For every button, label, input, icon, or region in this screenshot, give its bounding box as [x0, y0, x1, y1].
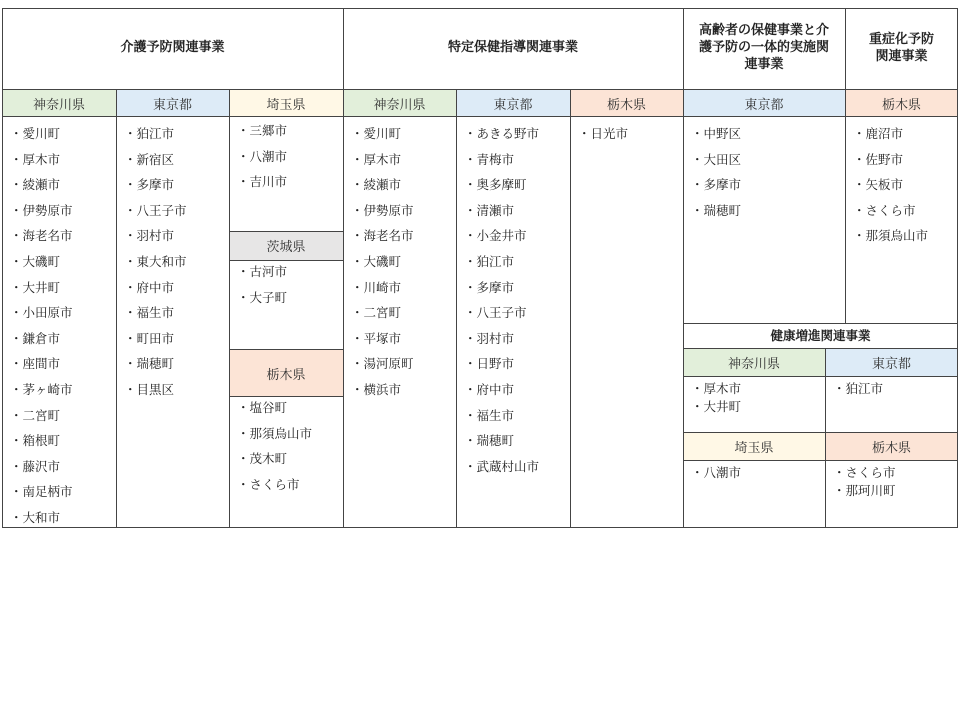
- kenko-tokyo-header: 東京都: [825, 348, 958, 376]
- list-item: ・ 町田市: [124, 326, 187, 352]
- header-koureisha-line: 高齢者の保健事業と介: [698, 23, 829, 39]
- list-item: ・ さくら市: [853, 198, 928, 224]
- list-item: ・ 綾瀬市: [10, 172, 73, 198]
- kenko-kanagawa-list: [691, 380, 741, 416]
- list-item: ・ 瑞穂町: [124, 351, 187, 377]
- list-item: ・ 大子町: [237, 285, 287, 311]
- list-item: ・ 清瀬市: [464, 198, 539, 224]
- list-item: ・ 大井町: [691, 398, 741, 416]
- list-item: ・ 大和市: [10, 505, 73, 531]
- list-item: ・ 瑞穂町: [464, 428, 539, 454]
- list-item: ・ 二宮町: [351, 300, 414, 326]
- list-item: ・ 箱根町: [10, 428, 73, 454]
- list-item: ・ 厚木市: [351, 147, 414, 173]
- list-item: ・ 日野市: [464, 351, 539, 377]
- list-item: ・ 八王子市: [124, 198, 187, 224]
- list-item: ・ 中野区: [691, 121, 741, 147]
- kaigo-tokyo-list: [124, 121, 187, 403]
- list-item: ・ 吉川市: [237, 169, 287, 195]
- list-item: ・ 大田区: [691, 147, 741, 173]
- list-item: ・ 狛江市: [464, 249, 539, 275]
- list-item: ・ 八潮市: [237, 144, 287, 170]
- list-item: ・ 川崎市: [351, 275, 414, 301]
- kaigo-tochigi-header: 栃木県: [229, 350, 343, 396]
- tokutei-kanagawa-header: 神奈川県: [343, 90, 456, 116]
- koureisha-tokyo-list: [691, 121, 741, 223]
- list-item: ・ 座間市: [10, 351, 73, 377]
- list-item: ・ 伊勢原市: [10, 198, 73, 224]
- list-item: ・ 那珂川町: [833, 482, 896, 500]
- list-item: ・ あきる野市: [464, 121, 539, 147]
- list-item: ・ 平塚市: [351, 326, 414, 352]
- tokutei-tokyo-header: 東京都: [456, 90, 570, 116]
- tokutei-tochigi-header: 栃木県: [570, 90, 683, 116]
- header-kaigo: [2, 8, 343, 89]
- list-item: ・ 狛江市: [124, 121, 187, 147]
- header-tokutei-text: 特定保健指導関連事業: [447, 40, 578, 56]
- list-item: ・ 東大和市: [124, 249, 187, 275]
- list-item: ・ 大磯町: [10, 249, 73, 275]
- list-item: ・ 福生市: [464, 403, 539, 429]
- list-item: ・ 茂木町: [237, 446, 312, 472]
- header-jushoka-line: 重症化予防: [868, 31, 934, 47]
- header-kenko-text: 健康増進関連事業: [770, 327, 871, 343]
- list-item: ・ 横浜市: [351, 377, 414, 403]
- kenko-tochigi-list: [833, 464, 896, 500]
- list-item: ・ 瑞穂町: [691, 198, 741, 224]
- list-item: ・ 目黒区: [124, 377, 187, 403]
- kenko-tochigi-header: 栃木県: [825, 432, 958, 460]
- list-item: ・ 日光市: [578, 121, 628, 147]
- list-item: ・ 奥多摩町: [464, 172, 539, 198]
- list-item: ・ 八潮市: [691, 464, 741, 482]
- kenko-saitama-list: [691, 464, 741, 482]
- list-item: ・ 愛川町: [351, 121, 414, 147]
- header-tokutei: [343, 8, 683, 89]
- list-item: ・ 厚木市: [10, 147, 73, 173]
- list-item: ・ 湯河原町: [351, 351, 414, 377]
- list-item: ・ 羽村市: [464, 326, 539, 352]
- list-item: ・ 矢板市: [853, 172, 928, 198]
- header-kaigo-text: 介護予防関連事業: [120, 40, 225, 56]
- list-item: ・ 伊勢原市: [351, 198, 414, 224]
- list-item: ・ 新宿区: [124, 147, 187, 173]
- kaigo-ibaraki-header: 茨城県: [229, 231, 343, 260]
- tokutei-kanagawa-list: [351, 121, 414, 403]
- list-item: ・ 狛江市: [833, 380, 883, 398]
- header-koureisha: [683, 8, 845, 89]
- kaigo-kanagawa-list: [10, 121, 73, 531]
- list-item: ・ 福生市: [124, 300, 187, 326]
- kaigo-saitama-list: [237, 118, 287, 195]
- list-item: ・ 羽村市: [124, 223, 187, 249]
- list-item: ・ 那須烏山市: [237, 421, 312, 447]
- list-item: ・ 茅ヶ崎市: [10, 377, 73, 403]
- list-item: ・ さくら市: [833, 464, 896, 482]
- list-item: ・ 海老名市: [10, 223, 73, 249]
- kenko-tokyo-list: [833, 380, 883, 398]
- header-jushoka-line: 関連事業: [875, 48, 928, 64]
- header-jushoka: [845, 8, 958, 89]
- list-item: ・ 府中市: [124, 275, 187, 301]
- list-item: ・ 青梅市: [464, 147, 539, 173]
- list-item: ・ 海老名市: [351, 223, 414, 249]
- list-item: ・ 府中市: [464, 377, 539, 403]
- header-kenko: [683, 324, 958, 348]
- list-item: ・ 小金井市: [464, 223, 539, 249]
- kenko-saitama-header: 埼玉県: [683, 432, 825, 460]
- list-item: ・ 南足柄市: [10, 479, 73, 505]
- jushoka-tochigi-header: 栃木県: [845, 90, 958, 116]
- kaigo-tochigi-list: [237, 395, 312, 497]
- header-koureisha-line: 連事業: [744, 56, 784, 72]
- list-item: ・ 八王子市: [464, 300, 539, 326]
- list-item: ・ 塩谷町: [237, 395, 312, 421]
- koureisha-tokyo-header: 東京都: [683, 90, 845, 116]
- list-item: ・ 那須烏山市: [853, 223, 928, 249]
- list-item: ・ 佐野市: [853, 147, 928, 173]
- kaigo-ibaraki-list: [237, 259, 287, 310]
- tokutei-tochigi-list: [578, 121, 628, 147]
- kenko-kanagawa-header: 神奈川県: [683, 348, 825, 376]
- list-item: ・ さくら市: [237, 472, 312, 498]
- list-item: ・ 小田原市: [10, 300, 73, 326]
- kaigo-saitama-header: 埼玉県: [229, 90, 343, 116]
- list-item: ・ 鹿沼市: [853, 121, 928, 147]
- list-item: ・ 多摩市: [691, 172, 741, 198]
- kaigo-kanagawa-header: 神奈川県: [2, 90, 116, 116]
- list-item: ・ 大磯町: [351, 249, 414, 275]
- header-koureisha-line: 護予防の一体的実施関: [698, 40, 829, 56]
- list-item: ・ 愛川町: [10, 121, 73, 147]
- kaigo-tokyo-header: 東京都: [116, 90, 229, 116]
- list-item: ・ 多摩市: [124, 172, 187, 198]
- tokutei-tokyo-list: [464, 121, 539, 479]
- list-item: ・ 大井町: [10, 275, 73, 301]
- list-item: ・ 武蔵村山市: [464, 454, 539, 480]
- list-item: ・ 三郷市: [237, 118, 287, 144]
- list-item: ・ 古河市: [237, 259, 287, 285]
- list-item: ・ 鎌倉市: [10, 326, 73, 352]
- list-item: ・ 藤沢市: [10, 454, 73, 480]
- jushoka-tochigi-list: [853, 121, 928, 249]
- list-item: ・ 厚木市: [691, 380, 741, 398]
- list-item: ・ 多摩市: [464, 275, 539, 301]
- list-item: ・ 二宮町: [10, 403, 73, 429]
- list-item: ・ 綾瀬市: [351, 172, 414, 198]
